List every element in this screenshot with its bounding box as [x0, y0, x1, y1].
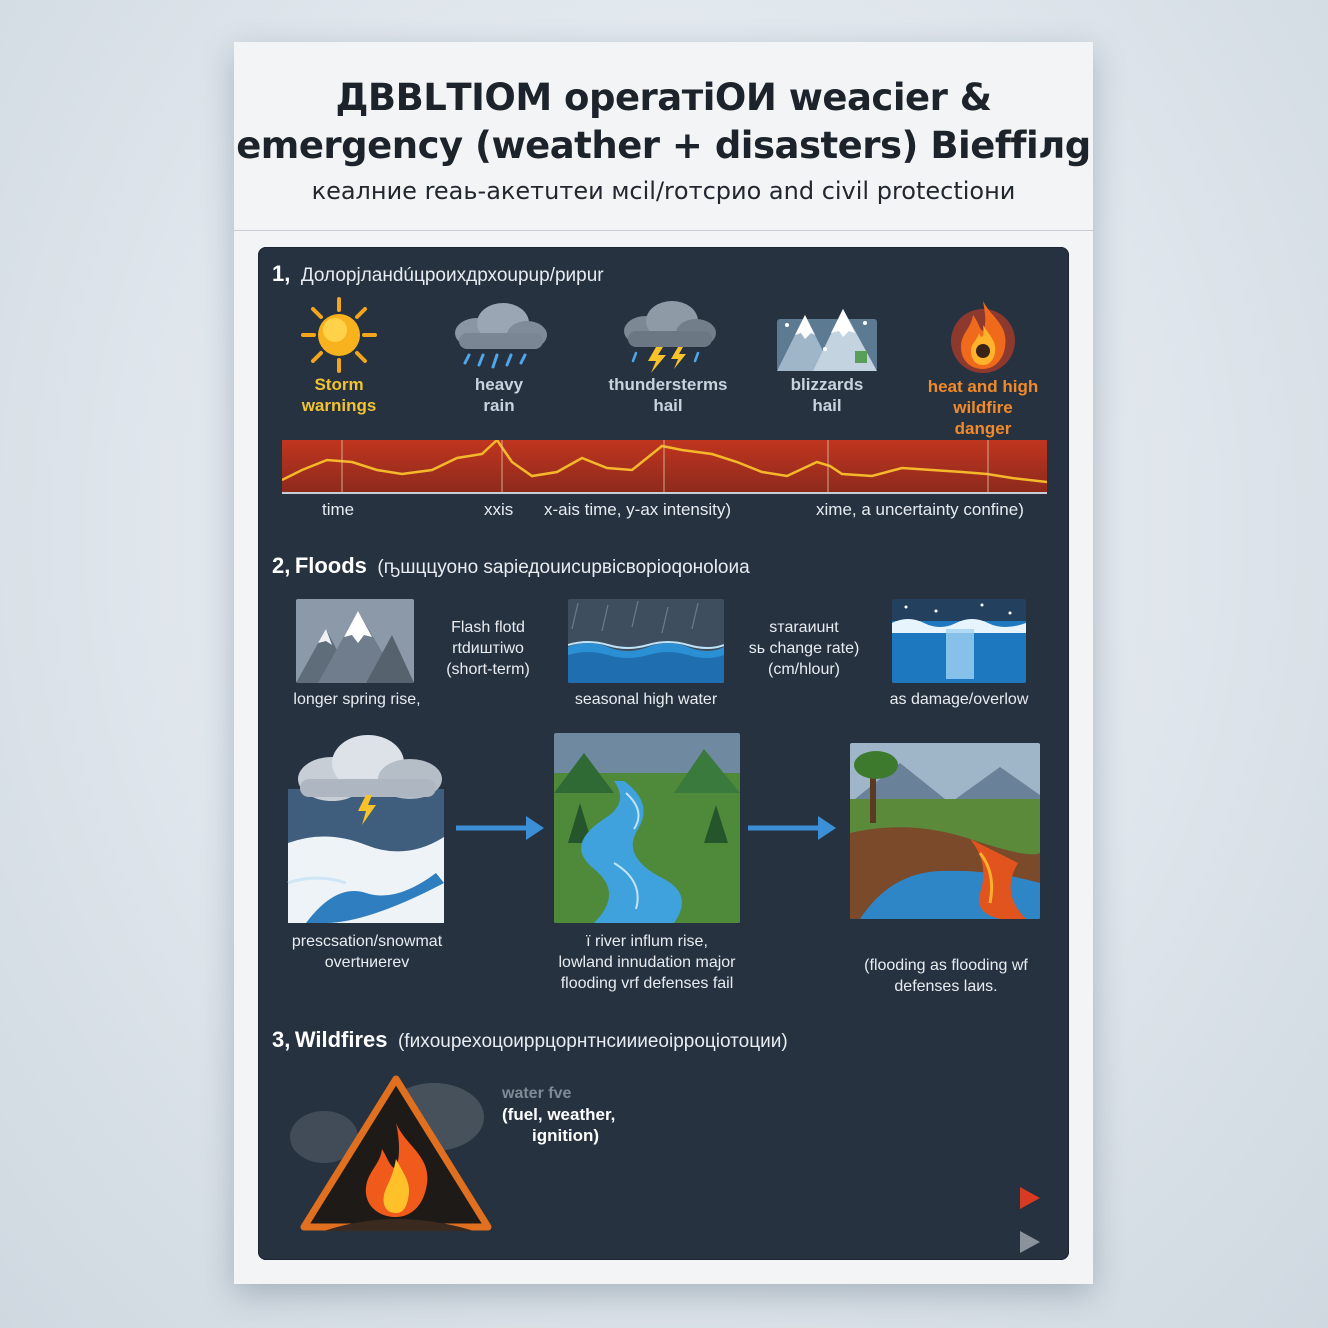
flash-flood-line3: (short-term) — [446, 661, 530, 678]
axis-label-xxis: xxis — [484, 500, 514, 519]
fire-triangle-line3: ignition) — [532, 1126, 600, 1145]
section-2-title: Floods — [294, 553, 367, 578]
axis-label-uncertainty: xime, a uncertainty confine) — [816, 500, 1024, 519]
fire-triangle-line2: (fuel, weather, — [502, 1105, 616, 1124]
fire-triangle-icon — [284, 1067, 504, 1237]
briefing-panel — [258, 247, 1069, 1260]
section-3-number: 3, — [272, 1027, 291, 1052]
section-1-number: 1, — [272, 261, 291, 286]
weather-label-line2: rain — [483, 396, 515, 415]
weather-label-line1: heat and high — [927, 377, 1039, 396]
flash-flood-note — [428, 617, 548, 680]
section-3-subtitle: (fиxouрeхoцоиррцорнтнсиииeоiрроціотоции) — [397, 1031, 788, 1052]
weather-item-heat-wildfire — [908, 295, 1058, 438]
fire-triangle-line1: water fve — [502, 1085, 572, 1102]
weather-label-line2: wildfire — [953, 398, 1013, 417]
weather-label-line1: Storm — [314, 375, 364, 394]
caption-snowmelt-line2: overtниerev — [324, 954, 410, 971]
intensity-band — [282, 440, 1047, 492]
caption-defenses-line2: defenses laиs. — [894, 978, 998, 995]
axis-label-intensity: x-ais time, y-ax intensity) — [544, 500, 732, 519]
weather-label-line2: hail — [653, 396, 683, 415]
weather-label-line1: thundersterms — [608, 375, 728, 394]
section-3-title: Wildfires — [294, 1027, 388, 1052]
section-2-heading — [272, 553, 750, 579]
change-rate-line1: sтаraиuнt — [769, 619, 839, 636]
caption-river-line1: ї river influm rise, — [586, 933, 708, 950]
section-1-title: Долорjлaнdúцроихдрхоupup/рирur — [300, 265, 604, 286]
weather-label-line2: hail — [812, 396, 842, 415]
snowmelt-storm-image — [286, 733, 446, 923]
page-subtitle: кeалниe reaь-акeтuтeи мcil/rотсрио and civil protectiони — [311, 177, 1016, 205]
flash-flood-line1: Flash flotd — [451, 619, 525, 636]
weather-label-line2: warnings — [301, 396, 377, 415]
caption-defenses-line1: (flooding as flooding wf — [864, 957, 1028, 974]
weather-label-line1: blizzards — [790, 375, 864, 394]
caption-river-rise — [532, 931, 762, 994]
weather-item-thunderstorms — [598, 299, 738, 415]
briefing-poster — [234, 42, 1093, 1284]
fire-danger-arrow — [520, 1183, 1044, 1213]
change-rate-note — [734, 617, 874, 680]
caption-snowmelt-line1: prescsation/snowmat — [291, 933, 443, 950]
weather-label-line3: danger — [954, 419, 1012, 438]
weather-item-storm — [294, 297, 384, 415]
overflow-thumbnail — [892, 599, 1026, 683]
axis-label-time: time — [322, 500, 355, 519]
intensity-line — [282, 440, 1047, 492]
title-area — [234, 42, 1093, 230]
section-2-subtitle: (ҧшццуоно sарiедouиcuрвiсворiоqоноlоиa — [377, 557, 750, 578]
flood-arrow-2 — [746, 813, 838, 843]
thumb-label-spring-rise: longer spring rise, — [293, 691, 421, 708]
defense-failure-image — [850, 743, 1040, 919]
timeline-arrow — [520, 1227, 1044, 1257]
page-title-line-1: ДВВLТIOМ operатiOИ weacier & — [335, 76, 992, 119]
thumb-label-damage: as damage/overlow — [889, 691, 1029, 708]
x-axis-line — [282, 492, 1047, 494]
fire-icon — [943, 295, 1023, 375]
rain-water-thumbnail — [568, 599, 724, 683]
caption-defenses — [836, 955, 1056, 997]
snowy-mountain-icon — [773, 299, 881, 373]
change-rate-line2: ѕь change rate) — [748, 640, 860, 657]
caption-snowmelt — [272, 931, 462, 973]
weather-item-blizzards — [770, 299, 884, 415]
thunderstorm-icon — [616, 299, 720, 373]
mountain-snow-thumbnail — [296, 599, 414, 683]
caption-river-line2: lowland innudation major — [558, 954, 736, 971]
page-title-line-2: emergency (weather + disasters) Bieffiлg — [236, 124, 1091, 167]
weather-item-heavy-rain — [444, 299, 554, 415]
title-divider — [234, 230, 1093, 231]
section-3-heading — [272, 1027, 788, 1053]
fire-triangle-note — [502, 1083, 642, 1146]
change-rate-line3: (cm/hlour) — [767, 661, 840, 678]
section-1-heading — [272, 261, 604, 287]
flood-arrow-1 — [454, 813, 546, 843]
weather-label-line1: heavy — [474, 375, 524, 394]
section-2-number: 2, — [272, 553, 291, 578]
rain-cloud-icon — [447, 299, 551, 373]
flash-flood-line2: rtdиштiwo — [452, 640, 524, 657]
thumb-label-seasonal: seasonal high water — [574, 691, 718, 708]
river-rise-image — [554, 733, 740, 923]
caption-river-line3: flooding vrf defenses fail — [560, 975, 734, 992]
sun-icon — [299, 297, 379, 373]
